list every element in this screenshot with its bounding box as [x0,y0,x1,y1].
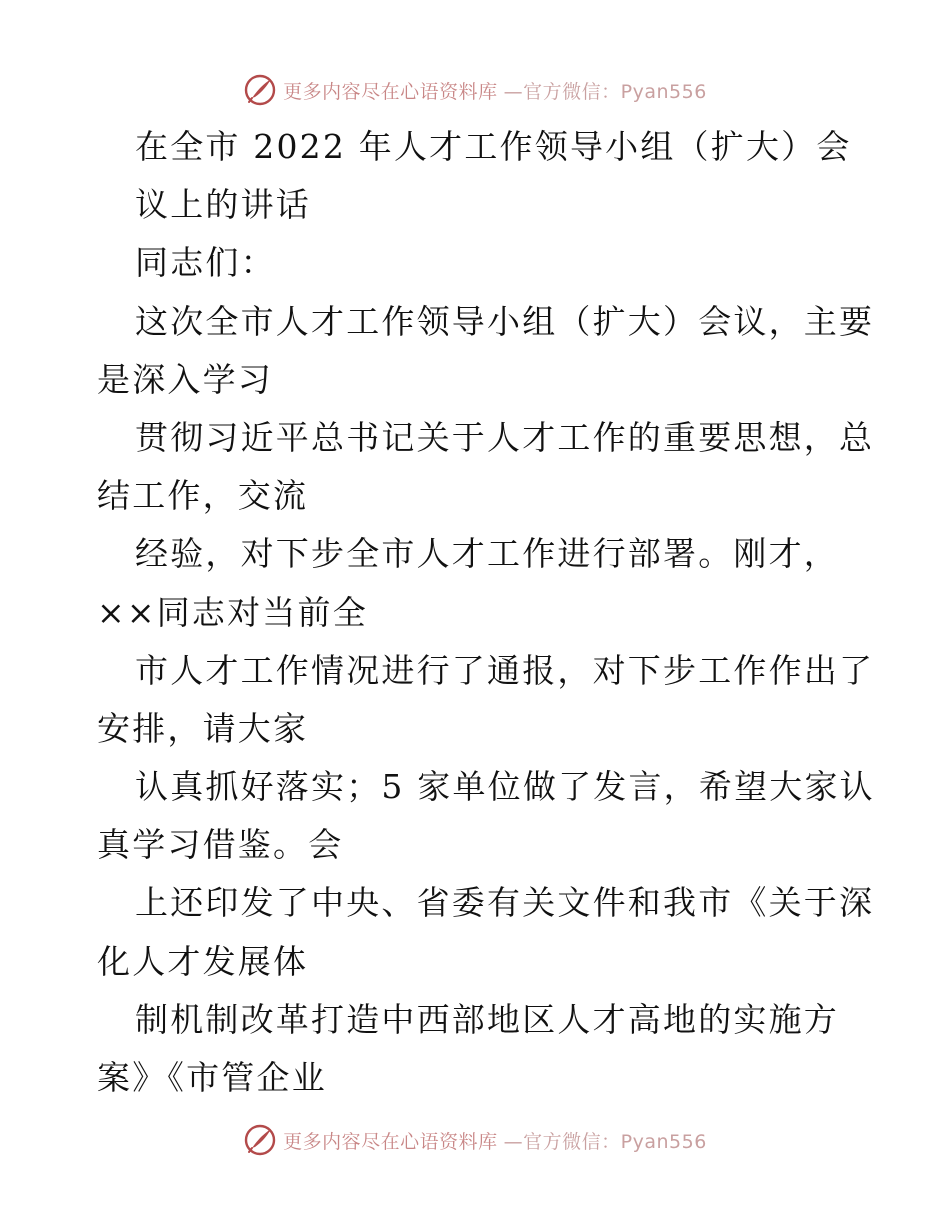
watermark-sub-text: —官方微信：Pyan556 [503,80,707,103]
paragraph-line: 结工作，交流 [97,476,309,516]
paragraph-line: 上还印发了中央、省委有关文件和我市《关于深 [135,883,875,923]
paragraph-line: 制机制改革打造中西部地区人才高地的实施方 [135,999,839,1039]
paragraph-line: 贯彻习近平总书记关于人才工作的重要思想，总 [135,417,875,457]
document-body [97,118,875,1107]
paragraph-line: 经验，对下步全市人才工作进行部署。刚才， [135,534,839,574]
paragraph-line: 认真抓好落实；5 家单位做了发言，希望大家认 [135,767,875,807]
paragraph-line: 化人才发展体 [97,941,309,981]
paragraph-line: 是深入学习 [97,359,273,399]
paragraph-line: 真学习借鉴。会 [97,825,344,865]
document-title-line-2: 议上的讲话 [135,185,311,225]
watermark-main-text: 更多内容尽在心语资料库 [283,1130,498,1153]
footer-watermark [0,1120,950,1160]
document-title-line-1: 在全市 2022 年人才工作领导小组（扩大）会 [135,127,852,166]
quill-logo-icon [243,73,277,107]
watermark-sub-text: —官方微信：Pyan556 [503,1130,707,1153]
salutation: 同志们： [135,243,276,283]
watermark-main-text: 更多内容尽在心语资料库 [283,80,498,103]
paragraph-line: 案》《市管企业 [97,1058,327,1097]
paragraph-line: ××同志对当前全 [97,592,368,632]
paragraph-line: 这次全市人才工作领导小组（扩大）会议，主要 [135,301,875,341]
quill-logo-icon [243,1123,277,1157]
paragraph-line: 安排，请大家 [97,708,309,748]
header-watermark [0,70,950,110]
paragraph-line: 市人才工作情况进行了通报，对下步工作作出了 [135,650,875,690]
